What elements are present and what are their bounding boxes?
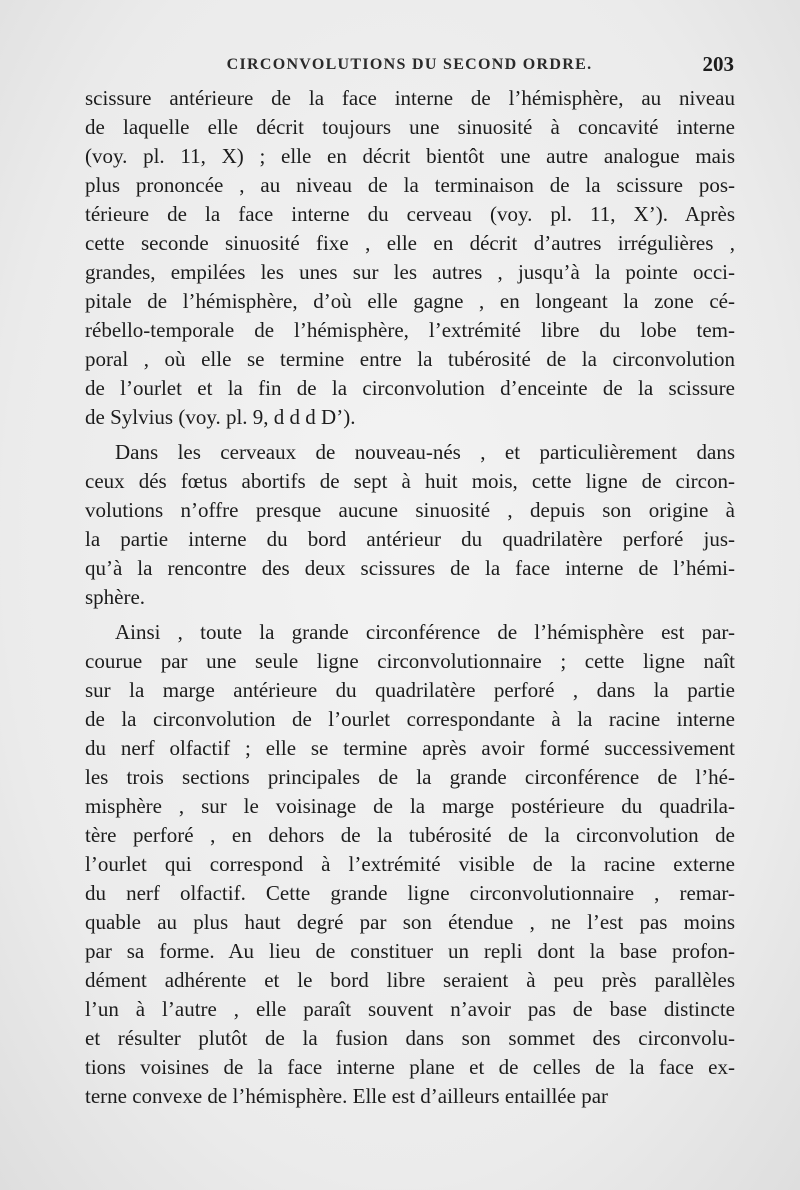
text-line: rébello-temporale de l’hémisphère, l’extrémité libre du lobe tem- <box>85 318 735 342</box>
text-line: et résulter plutôt de la fusion dans son sommet des circonvolu- <box>85 1026 735 1050</box>
text-line: scissure antérieure de la face interne de l’hémisphère, au niveau <box>85 86 735 110</box>
text-line: plus prononcée , au niveau de la terminaison de la scissure pos- <box>85 173 735 197</box>
paragraph <box>85 84 735 432</box>
text-line: grandes, empilées les unes sur les autres , jusqu’à la pointe occi- <box>85 260 735 284</box>
text-line: Ainsi , toute la grande circonférence de l’hémisphère est par- <box>115 620 735 644</box>
text-line: de Sylvius (voy. pl. 9, d d d D’). <box>85 405 356 429</box>
text-line: de la circonvolution de l’ourlet correspondante à la racine interne <box>85 707 735 731</box>
text-line: terne convexe de l’hémisphère. Elle est d’ailleurs entaillée par <box>85 1084 609 1108</box>
text-line: sphère. <box>85 585 146 609</box>
text-line: ceux dés fœtus abortifs de sept à huit mois, cette ligne de circon- <box>85 469 735 493</box>
text-line: misphère , sur le voisinage de la marge postérieure du quadrila- <box>85 794 735 818</box>
text-line: de l’ourlet et la fin de la circonvolution d’enceinte de la scissure <box>85 376 735 400</box>
text-line: tère perforé , en dehors de la tubérosité de la circonvolution de <box>85 823 735 847</box>
text-line: l’ourlet qui correspond à l’extrémité visible de la racine externe <box>85 852 735 876</box>
body-text <box>85 84 735 1111</box>
text-line: par sa forme. Au lieu de constituer un repli dont la base profon- <box>85 939 735 963</box>
text-line: dément adhérente et le bord libre seraient à peu près parallèles <box>85 968 735 992</box>
text-line: (voy. pl. 11, X) ; elle en décrit bientôt une autre analogue mais <box>85 144 735 168</box>
text-line: les trois sections principales de la grande circonférence de l’hé- <box>85 765 735 789</box>
text-line: qu’à la rencontre des deux scissures de la face interne de l’hémi- <box>85 556 735 580</box>
running-head: CIRCONVOLUTIONS DU SECOND ORDRE. <box>226 56 593 73</box>
text-line: tions voisines de la face interne plane et de celles de la face ex- <box>85 1055 735 1079</box>
text-line: courue par une seule ligne circonvolutionnaire ; cette ligne naît <box>85 649 735 673</box>
text-line: de laquelle elle décrit toujours une sinuosité à concavité interne <box>85 115 735 139</box>
text-line: térieure de la face interne du cerveau (voy. pl. 11, X’). Après <box>85 202 735 226</box>
text-line: quable au plus haut degré par son étendue , ne l’est pas moins <box>85 910 735 934</box>
text-line: Dans les cerveaux de nouveau-nés , et particulièrement dans <box>115 440 735 464</box>
page-header <box>85 50 734 84</box>
text-line: cette seconde sinuosité fixe , elle en décrit d’autres irrégulières , <box>85 231 735 255</box>
text-line: la partie interne du bord antérieur du quadrilatère perforé jus- <box>85 527 735 551</box>
page-number: 203 <box>702 52 734 76</box>
paragraph <box>85 438 735 612</box>
text-line: l’un à l’autre , elle paraît souvent n’avoir pas de base distincte <box>85 997 735 1021</box>
text-line: volutions n’offre presque aucune sinuosité , depuis son origine à <box>85 498 735 522</box>
text-line: poral , où elle se termine entre la tubérosité de la circonvolution <box>85 347 735 371</box>
text-line: pitale de l’hémisphère, d’où elle gagne , en longeant la zone cé- <box>85 289 735 313</box>
paragraph <box>85 618 735 1111</box>
text-line: du nerf olfactif ; elle se termine après avoir formé successivement <box>85 736 735 760</box>
text-line: sur la marge antérieure du quadrilatère perforé , dans la partie <box>85 678 735 702</box>
text-line: du nerf olfactif. Cette grande ligne circonvolutionnaire , remar- <box>85 881 735 905</box>
